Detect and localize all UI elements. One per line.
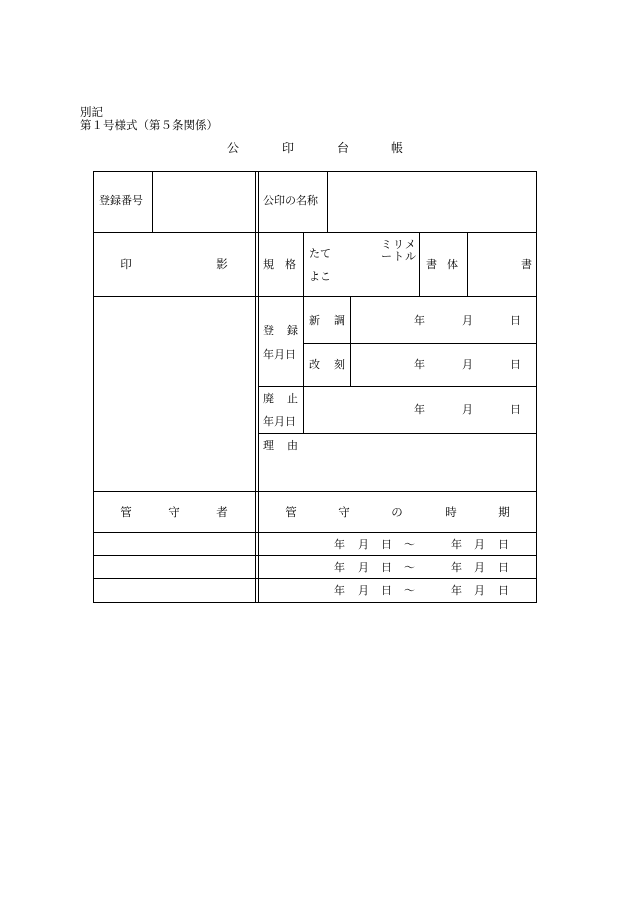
typeface-suffix: 書 bbox=[521, 258, 532, 271]
annex-label: 別記 bbox=[80, 105, 103, 119]
unit-label-line1: ミリメ bbox=[381, 238, 417, 251]
height-label: たて bbox=[309, 247, 331, 260]
ledger-title-char: 公 bbox=[226, 141, 240, 155]
ledger-title-char: 台 bbox=[336, 141, 350, 155]
document-page: 別記 第１号様式（第５条関係） 公 印 台 帳 登録番号 公印の名称 印 影 規 格 たて よこ ミリメ ートル 書 体 書 登 録 年月日 新 調 年 月 日 改 刻 年 月 日 廃 止 年月日 年 月 日 理 由 管 守 者 管 守 の 時 期 年 月 日 〜 年 月 日 年 月 日 〜 年 月 日 年 月 日 〜 年 月 日 bbox=[0, 0, 630, 903]
ledger-title-char: 帳 bbox=[390, 141, 404, 155]
registration-number-label: 登録番号 bbox=[99, 194, 143, 207]
ledger-title-char: 印 bbox=[281, 141, 295, 155]
unit-label-line2: ートル bbox=[381, 250, 417, 263]
width-label: よこ bbox=[309, 270, 331, 283]
seal-name-label: 公印の名称 bbox=[263, 194, 318, 207]
form-title: 第１号様式（第５条関係） bbox=[80, 118, 218, 132]
